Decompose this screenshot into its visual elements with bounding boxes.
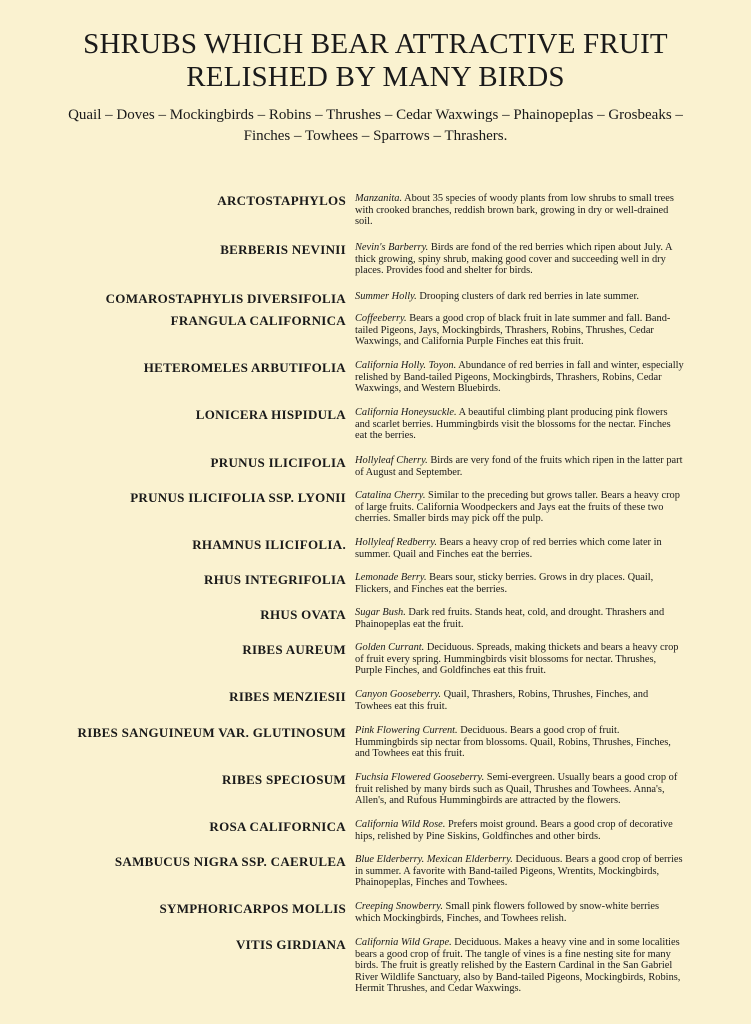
- plant-entry: [0, 407, 751, 455]
- plant-name: FRANGULA CALIFORNICA: [170, 313, 346, 328]
- description-text: Drooping clusters of dark red berries in late summer.: [416, 291, 639, 302]
- plant-description: [355, 193, 685, 242]
- plant-entry: [0, 490, 751, 537]
- description-text: Prefers moist ground. Bears a good crop of decorative hips, relished by Pine Siskins, Goldfinches and other birds.: [355, 819, 673, 842]
- title-line-1: SHRUBS WHICH BEAR ATTRACTIVE FRUIT: [83, 28, 668, 60]
- plant-name: BERBERIS NEVINII: [220, 242, 346, 257]
- plant-entry: [0, 689, 751, 725]
- description-text: Quail, Thrashers, Robins, Thrushes, Finches, and Towhees eat this fruit.: [355, 689, 649, 712]
- plant-name: RHUS OVATA: [260, 607, 346, 622]
- common-name: California Wild Grape.: [355, 937, 452, 948]
- common-name: Golden Currant.: [355, 642, 425, 653]
- plant-name: PRUNUS ILICIFOLIA: [210, 455, 346, 470]
- plant-name: LONICERA HISPIDULA: [195, 407, 346, 422]
- description-text: Dark red fruits. Stands heat, cold, and drought. Thrashers and Phainopeplas eat the fruit.: [355, 607, 665, 630]
- common-name: Pink Flowering Current.: [355, 725, 458, 736]
- plant-name: COMAROSTAPHYLIS DIVERSIFOLIA: [105, 291, 346, 306]
- plant-entry: [0, 901, 751, 937]
- plant-description: [355, 490, 685, 537]
- plant-description: [355, 607, 685, 642]
- plant-list: [0, 193, 751, 1007]
- common-name: California Wild Rose.: [355, 819, 446, 830]
- plant-description: [355, 291, 685, 313]
- plant-description: [355, 572, 685, 607]
- plant-description: [355, 537, 685, 572]
- description-text: Bears a heavy crop of red berries which come later in summer. Quail and Finches eat the berries.: [355, 537, 662, 560]
- plant-name: RIBES SPECIOSUM: [221, 772, 346, 787]
- plant-entry: [0, 193, 751, 242]
- page-title: [0, 28, 751, 94]
- plant-name: PRUNUS ILICIFOLIA SSP. LYONII: [130, 490, 346, 505]
- plant-description: [355, 772, 685, 819]
- plant-name: RHAMNUS ILICIFOLIA.: [192, 537, 346, 552]
- plant-entry: [0, 642, 751, 689]
- description-text: Deciduous. Makes a heavy vine and in some localities bears a good crop of fruit. The tangle of vines is a fine nesting site for many birds. The fruit is greatly relished by the Eastern Cardinal in the San Gabriel River Wildlife Sanctuary, also by Band-tailed Pigeons, Mockingbirds, Robins, Hermit Thrushes, and Cedar Waxwings.: [355, 937, 681, 995]
- plant-entry: [0, 725, 751, 772]
- plant-name: ROSA CALIFORNICA: [209, 819, 346, 834]
- description-text: Semi-evergreen. Usually bears a good crop of fruit relished by many birds such as Quail, Thrushes and Towhees. Anna's, Allen's, and Rufous Hummingbirds are attracted by the flowers.: [355, 772, 678, 807]
- subtitle-line-1: Quail – Doves – Mockingbirds – Robins – Thrushes – Cedar Waxwings – Phainopeplas – Grosbeaks –: [68, 107, 683, 123]
- plant-name: SYMPHORICARPOS MOLLIS: [159, 901, 346, 916]
- description-text: A beautiful climbing plant producing pink flowers and scarlet berries. Hummingbirds visit the blossoms for the nectar. Finches eat the berries.: [355, 407, 671, 442]
- plant-name: RHUS INTEGRIFOLIA: [204, 572, 346, 587]
- common-name: Summer Holly.: [355, 291, 417, 302]
- plant-description: [355, 725, 685, 772]
- description-text: Bears sour, sticky berries. Grows in dry places. Quail, Flickers, and Finches eat the berries.: [355, 572, 654, 595]
- description-text: Deciduous. Bears a good crop of fruit. Hummingbirds sip nectar from blossoms. Quail, Robins, Thrushes, Finches, and Towhees eat this fruit.: [355, 725, 671, 760]
- common-name: Sugar Bush.: [355, 607, 406, 618]
- description-text: Bears a good crop of black fruit in late summer and fall. Band-tailed Pigeons, Jays, Mockingbirds, Thrashers, Robins, Thrushes, Cedar Waxwings, and California Purple Finches eat this fruit.: [355, 313, 671, 348]
- plant-entry: [0, 819, 751, 854]
- description-text: Similar to the preceding but grows taller. Bears a heavy crop of large fruits. California Woodpeckers and Jays eat the fruits of these two cherries. Smaller birds may pick off the pulp.: [355, 490, 680, 525]
- plant-entry: [0, 291, 751, 313]
- common-name: Canyon Gooseberry.: [355, 689, 442, 700]
- description-text: Birds are very fond of the fruits which ripen in the latter part of August and September.: [355, 455, 683, 478]
- plant-description: [355, 819, 685, 854]
- description-text: Deciduous. Spreads, making thickets and bears a heavy crop of fruit every spring. Hummingbirds visit blossoms for nectar. Thrushes, Purple Finches, and Goldfinches eat this fruit.: [355, 642, 679, 677]
- plant-description: [355, 937, 685, 1007]
- plant-name: SAMBUCUS NIGRA SSP. CAERULEA: [114, 854, 346, 869]
- common-name: Blue Elderberry. Mexican Elderberry.: [355, 854, 513, 865]
- plant-description: [355, 455, 685, 490]
- plant-entry: [0, 772, 751, 819]
- description-text: Birds are fond of the red berries which ripen about July. A thick growing, spiny shrub, making good cover and succeeding well in dry places. Provides food and shelter for birds.: [355, 242, 672, 277]
- plant-entry: [0, 854, 751, 901]
- plant-description: [355, 901, 685, 937]
- common-name: California Honeysuckle.: [355, 407, 457, 418]
- common-name: Catalina Cherry.: [355, 490, 426, 501]
- plant-description: [355, 242, 685, 291]
- plant-name: RIBES AUREUM: [242, 642, 346, 657]
- plant-description: [355, 313, 685, 360]
- plant-description: [355, 689, 685, 725]
- common-name: Lemonade Berry.: [355, 572, 427, 583]
- description-text: Abundance of red berries in fall and winter, especially relished by Band-tailed Pigeons, Mockingbirds, Thrashers, Robins, Cedar Waxwings, and Western Bluebirds.: [355, 360, 684, 395]
- description-text: About 35 species of woody plants from low shrubs to small trees with crooked branches, reddish brown bark, growing in dry or well-drained soil.: [355, 193, 674, 228]
- plant-entry: [0, 360, 751, 407]
- description-text: Deciduous. Bears a good crop of berries in summer. A favorite with Band-tailed Pigeons, Wrentits, Mockingbirds, Phainopeplas, Finches and Towhees.: [355, 854, 683, 889]
- common-name: Coffeeberry.: [355, 313, 407, 324]
- common-name: Hollyleaf Redberry.: [355, 537, 437, 548]
- plant-entry: [0, 455, 751, 490]
- plant-entry: [0, 572, 751, 607]
- plant-entry: [0, 537, 751, 572]
- plant-entry: [0, 937, 751, 1007]
- plant-description: [355, 360, 685, 407]
- common-name: Manzanita.: [355, 193, 403, 204]
- common-name: Nevin's Barberry.: [355, 242, 429, 253]
- plant-entry: [0, 313, 751, 360]
- plant-name: RIBES MENZIESII: [229, 689, 346, 704]
- plant-entry: [0, 607, 751, 642]
- common-name: Fuchsia Flowered Gooseberry.: [355, 772, 485, 783]
- plant-entry: [0, 242, 751, 291]
- description-text: Small pink flowers followed by snow-white berries which Mockingbirds, Finches, and Towhees relish.: [355, 901, 660, 924]
- plant-name: ARCTOSTAPHYLOS: [217, 193, 346, 208]
- plant-name: HETEROMELES ARBUTIFOLIA: [143, 360, 346, 375]
- plant-description: [355, 854, 685, 901]
- plant-name: VITIS GIRDIANA: [235, 937, 346, 952]
- plant-description: [355, 407, 685, 455]
- plant-name: RIBES SANGUINEUM VAR. GLUTINOSUM: [77, 725, 346, 740]
- common-name: Hollyleaf Cherry.: [355, 455, 428, 466]
- common-name: Creeping Snowberry.: [355, 901, 443, 912]
- bird-list-subtitle: [40, 105, 711, 147]
- title-line-2: RELISHED BY MANY BIRDS: [186, 61, 565, 93]
- plant-description: [355, 642, 685, 689]
- common-name: California Holly. Toyon.: [355, 360, 457, 371]
- subtitle-line-2: Finches – Towhees – Sparrows – Thrashers.: [243, 128, 508, 144]
